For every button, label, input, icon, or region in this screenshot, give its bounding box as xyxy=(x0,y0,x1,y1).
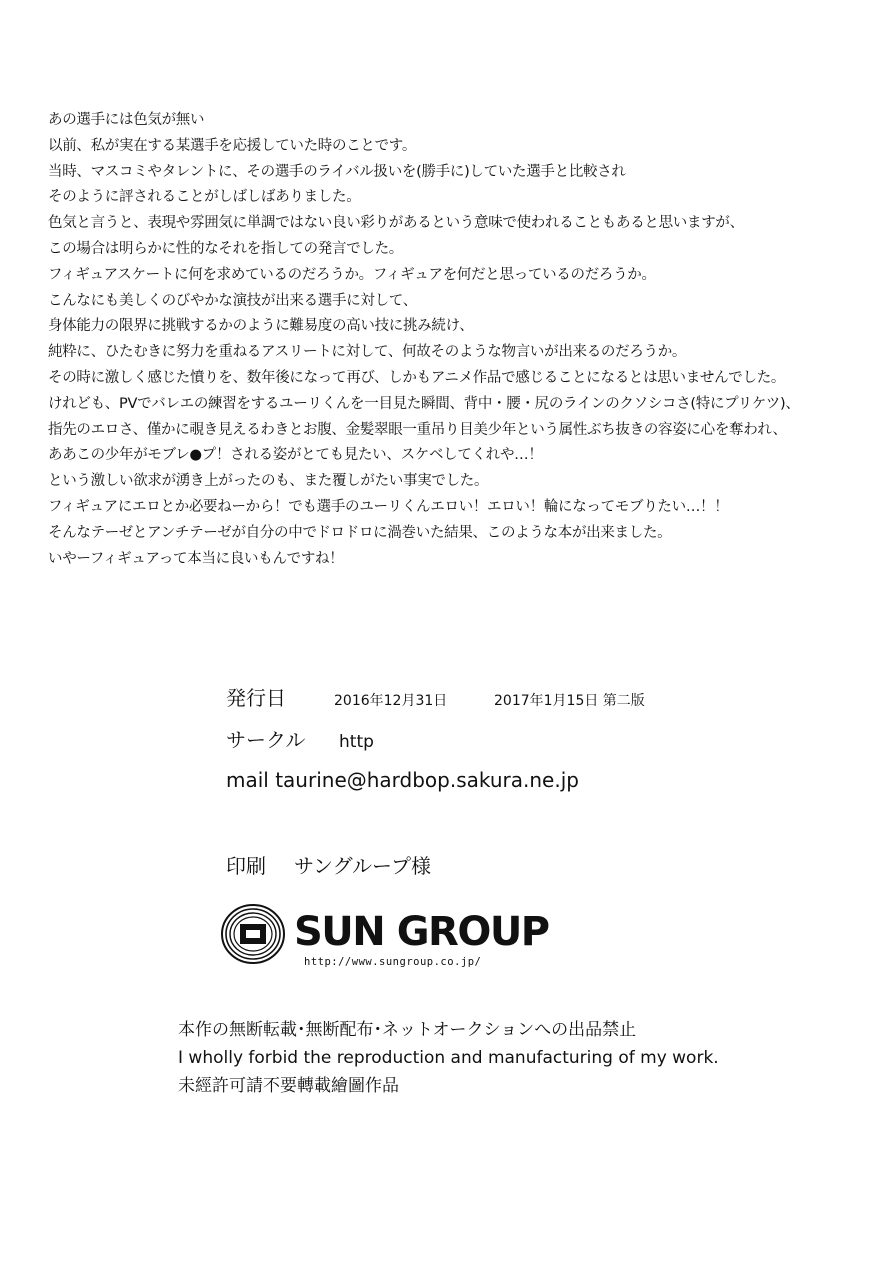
notice-japanese: 本作の無断転載･無断配布･ネットオークションへの出品禁止 xyxy=(178,1020,637,1040)
afterword-line: 色気と言うと、表現や雰囲気に単調ではない良い彩りがあるという意味で使われることもあると思いますが、 xyxy=(48,215,744,232)
afterword-line: 身体能力の限界に挑戦するかのように難易度の高い技に挑み続け、 xyxy=(48,318,474,335)
circle-label: サークル xyxy=(226,728,306,752)
issue-date-first: 2016年12月31日 xyxy=(334,693,448,709)
afterword-line: こんなにも美しくのびやかな演技が出来る選手に対して、 xyxy=(48,292,417,309)
afterword-line: フィギュアスケートに何を求めているのだろうか。フィギュアを何だと思っているのだろうか。 xyxy=(48,266,656,283)
copyright-notice xyxy=(178,1016,818,1100)
afterword-line: あの選手には色気が無い xyxy=(48,112,205,128)
afterword-line: そのように評されることがしばしばありました。 xyxy=(48,189,361,206)
printer-row xyxy=(226,850,431,879)
sun-group-wordmark: SUN GROUP xyxy=(294,909,549,955)
issue-date-row xyxy=(226,682,645,711)
afterword-line: この場合は明らかに性的なそれを指しての発言でした。 xyxy=(48,240,403,257)
afterword-line: そんなテーゼとアンチテーゼが自分の中でドロドロに渦巻いた結果、このような本が出来ました。 xyxy=(48,524,672,541)
sun-group-mark-icon xyxy=(220,902,286,966)
printer-name: サングループ様 xyxy=(294,854,431,878)
sun-group-url[interactable]: http://www.sungroup.co.jp/ xyxy=(304,956,482,968)
notice-chinese: 未經許可請不要轉載繪圖作品 xyxy=(178,1076,399,1096)
afterword-line: 純粋に、ひたむきに努力を重ねるアスリートに対して、何故そのような物言いが出来るのだろうか。 xyxy=(48,344,687,361)
afterword-line: けれども、PVでバレエの練習をするユーリくんを一目見た瞬間、背中・腰・尻のラインのクソシコさ(特にプリケツ)、 xyxy=(48,395,800,412)
afterword-line: 当時、マスコミやタレントに、その選手のライバル扱いを(勝手に)していた選手と比較され xyxy=(48,163,626,180)
afterword-line: フィギュアにエロとか必要ねーから！でも選手のユーリくんエロい！エロい！輪になってモブりたい…！！ xyxy=(48,498,729,515)
afterword-line: いやーフィギュアって本当に良いもんですね！ xyxy=(48,550,344,567)
afterword-text xyxy=(48,108,858,572)
afterword-line: ああこの少年がモブレ●プ！される姿がとても見たい、スケベしてくれや…！ xyxy=(48,447,543,464)
afterword-line: 以前、私が実在する某選手を応援していた時のことです。 xyxy=(48,137,417,154)
mail-address[interactable]: mail taurine@hardbop.sakura.ne.jp xyxy=(226,768,579,792)
notice-english: I wholly forbid the reproduction and manufacturing of my work. xyxy=(178,1048,719,1068)
afterword-line: その時に激しく感じた憤りを、数年後になって再び、しかもアニメ作品で感じることになるとは思いませんでした。 xyxy=(48,369,786,386)
printer-label: 印刷 xyxy=(226,854,266,878)
circle-row xyxy=(226,724,374,753)
circle-url[interactable]: http xyxy=(339,732,374,752)
afterword-line: 指先のエロさ、僅かに覗き見えるわきとお腹、金髪翠眼一重吊り目美少年という属性ぶち抜きの容姿に心を奪われ、 xyxy=(48,421,787,438)
issue-date-label: 発行日 xyxy=(226,686,286,710)
afterword-line: という激しい欲求が湧き上がったのも、また覆しがたい事実でした。 xyxy=(48,473,489,490)
sun-group-logo xyxy=(220,902,560,974)
issue-date-second: 2017年1月15日 第二版 xyxy=(494,693,645,709)
